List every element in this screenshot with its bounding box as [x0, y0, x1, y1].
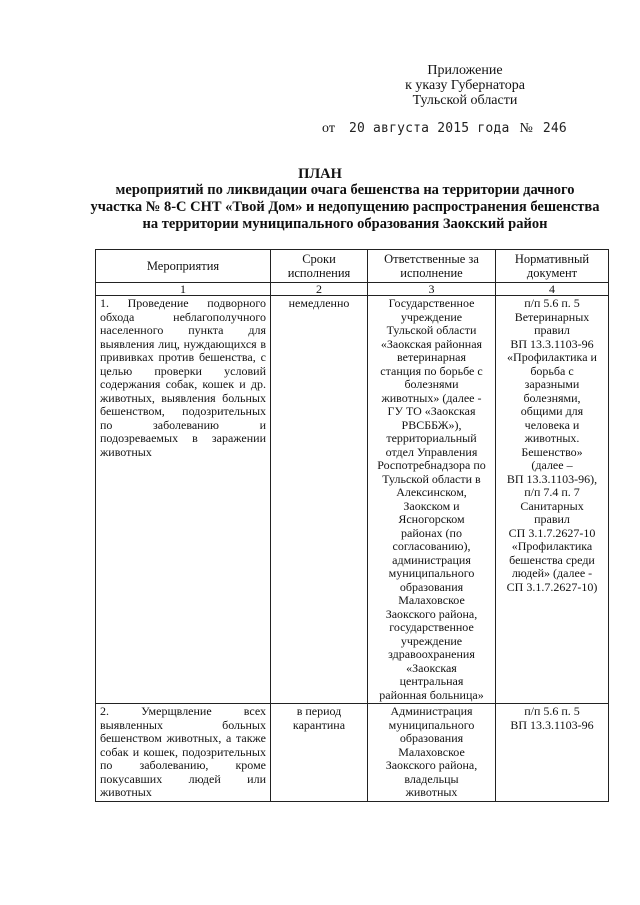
column-number: 3: [368, 283, 496, 296]
appendix-line-1: Приложение: [427, 63, 503, 78]
header-normative-document: Нормативный документ: [496, 250, 609, 283]
header-measures: Мероприятия: [96, 250, 271, 283]
measure-cell: 1. Проведение подворного обхода неблагополучного населенного пункта для выявления лиц, нуждающихся в прививках против бешенства, с целью проверки условий содержания собак, кошек и др. животных, выявления больных бешенством, подозрительных по заболеванию и подозреваемых в заражении животных: [96, 296, 271, 704]
responsible-cell: Государственное учреждение Тульской области «Заокская районная ветеринарная станция по борьбе с болезнями животных» (далее - ГУ ТО «Заокская РВСББЖ»), территориальный отдел Управления Роспотребнадзора по Тульской области в Алексинском, Заокском и Ясногорском районах (по согласованию), администрация муниципального образования Малаховское Заокского района, государственное учреждение здравоохранения «Заокская центральная районная больница»: [368, 296, 496, 704]
measure-cell: 2. Умерщвление всех выявленных больных бешенством животных, а также собак и кошек, подозрительных по заболеванию, кроме покусавших людей или животных: [96, 704, 271, 802]
appendix-line-2: к указу Губернатора: [405, 78, 525, 93]
deadline-cell: в период карантина: [271, 704, 368, 802]
normative-document-cell: п/п 5.6 п. 5 Ветеринарных правил ВП 13.3.1103-96 «Профилактика и борьба с заразными болезнями, общими для человека и животных. Бешенство» (далее – ВП 13.3.1103-96), п/п 7.4 п. 7 Санитарных правил СП 3.1.7.2627-10 «Профилактика бешенства среди людей» (далее - СП 3.1.7.2627-10): [496, 296, 609, 704]
table-row: [96, 296, 609, 704]
column-number: 1: [96, 283, 271, 296]
table-column-numbers-row: [96, 283, 609, 296]
number-label: №: [519, 121, 533, 136]
header-deadlines: Сроки исполнения: [271, 250, 368, 283]
table-row: [96, 704, 609, 802]
decree-date: 20 августа 2015 года: [348, 121, 510, 136]
column-number: 4: [496, 283, 609, 296]
responsible-cell: Администрация муниципального образования Малаховское Заокского района, владельцы животных: [368, 704, 496, 802]
appendix-block: [390, 63, 540, 108]
normative-document-cell: п/п 5.6 п. 5 ВП 13.3.1103-96: [496, 704, 609, 802]
header-responsible: Ответственные за исполнение: [368, 250, 496, 283]
document-subtitle: мероприятий по ликвидации очага бешенства на территории дачного участка № 8-С СНТ «Твой Дом» и недопущению распространения бешенства на территории муниципального образования Заокский район: [90, 182, 600, 232]
decree-number: 246: [542, 121, 567, 136]
date-from-label: от: [322, 121, 335, 136]
decree-dateline: [322, 121, 567, 137]
column-number: 2: [271, 283, 368, 296]
appendix-line-3: Тульской области: [412, 93, 518, 108]
deadline-cell: немедленно: [271, 296, 368, 704]
document-title: ПЛАН: [298, 166, 342, 182]
plan-table: [95, 249, 609, 802]
table-header-row: [96, 250, 609, 283]
